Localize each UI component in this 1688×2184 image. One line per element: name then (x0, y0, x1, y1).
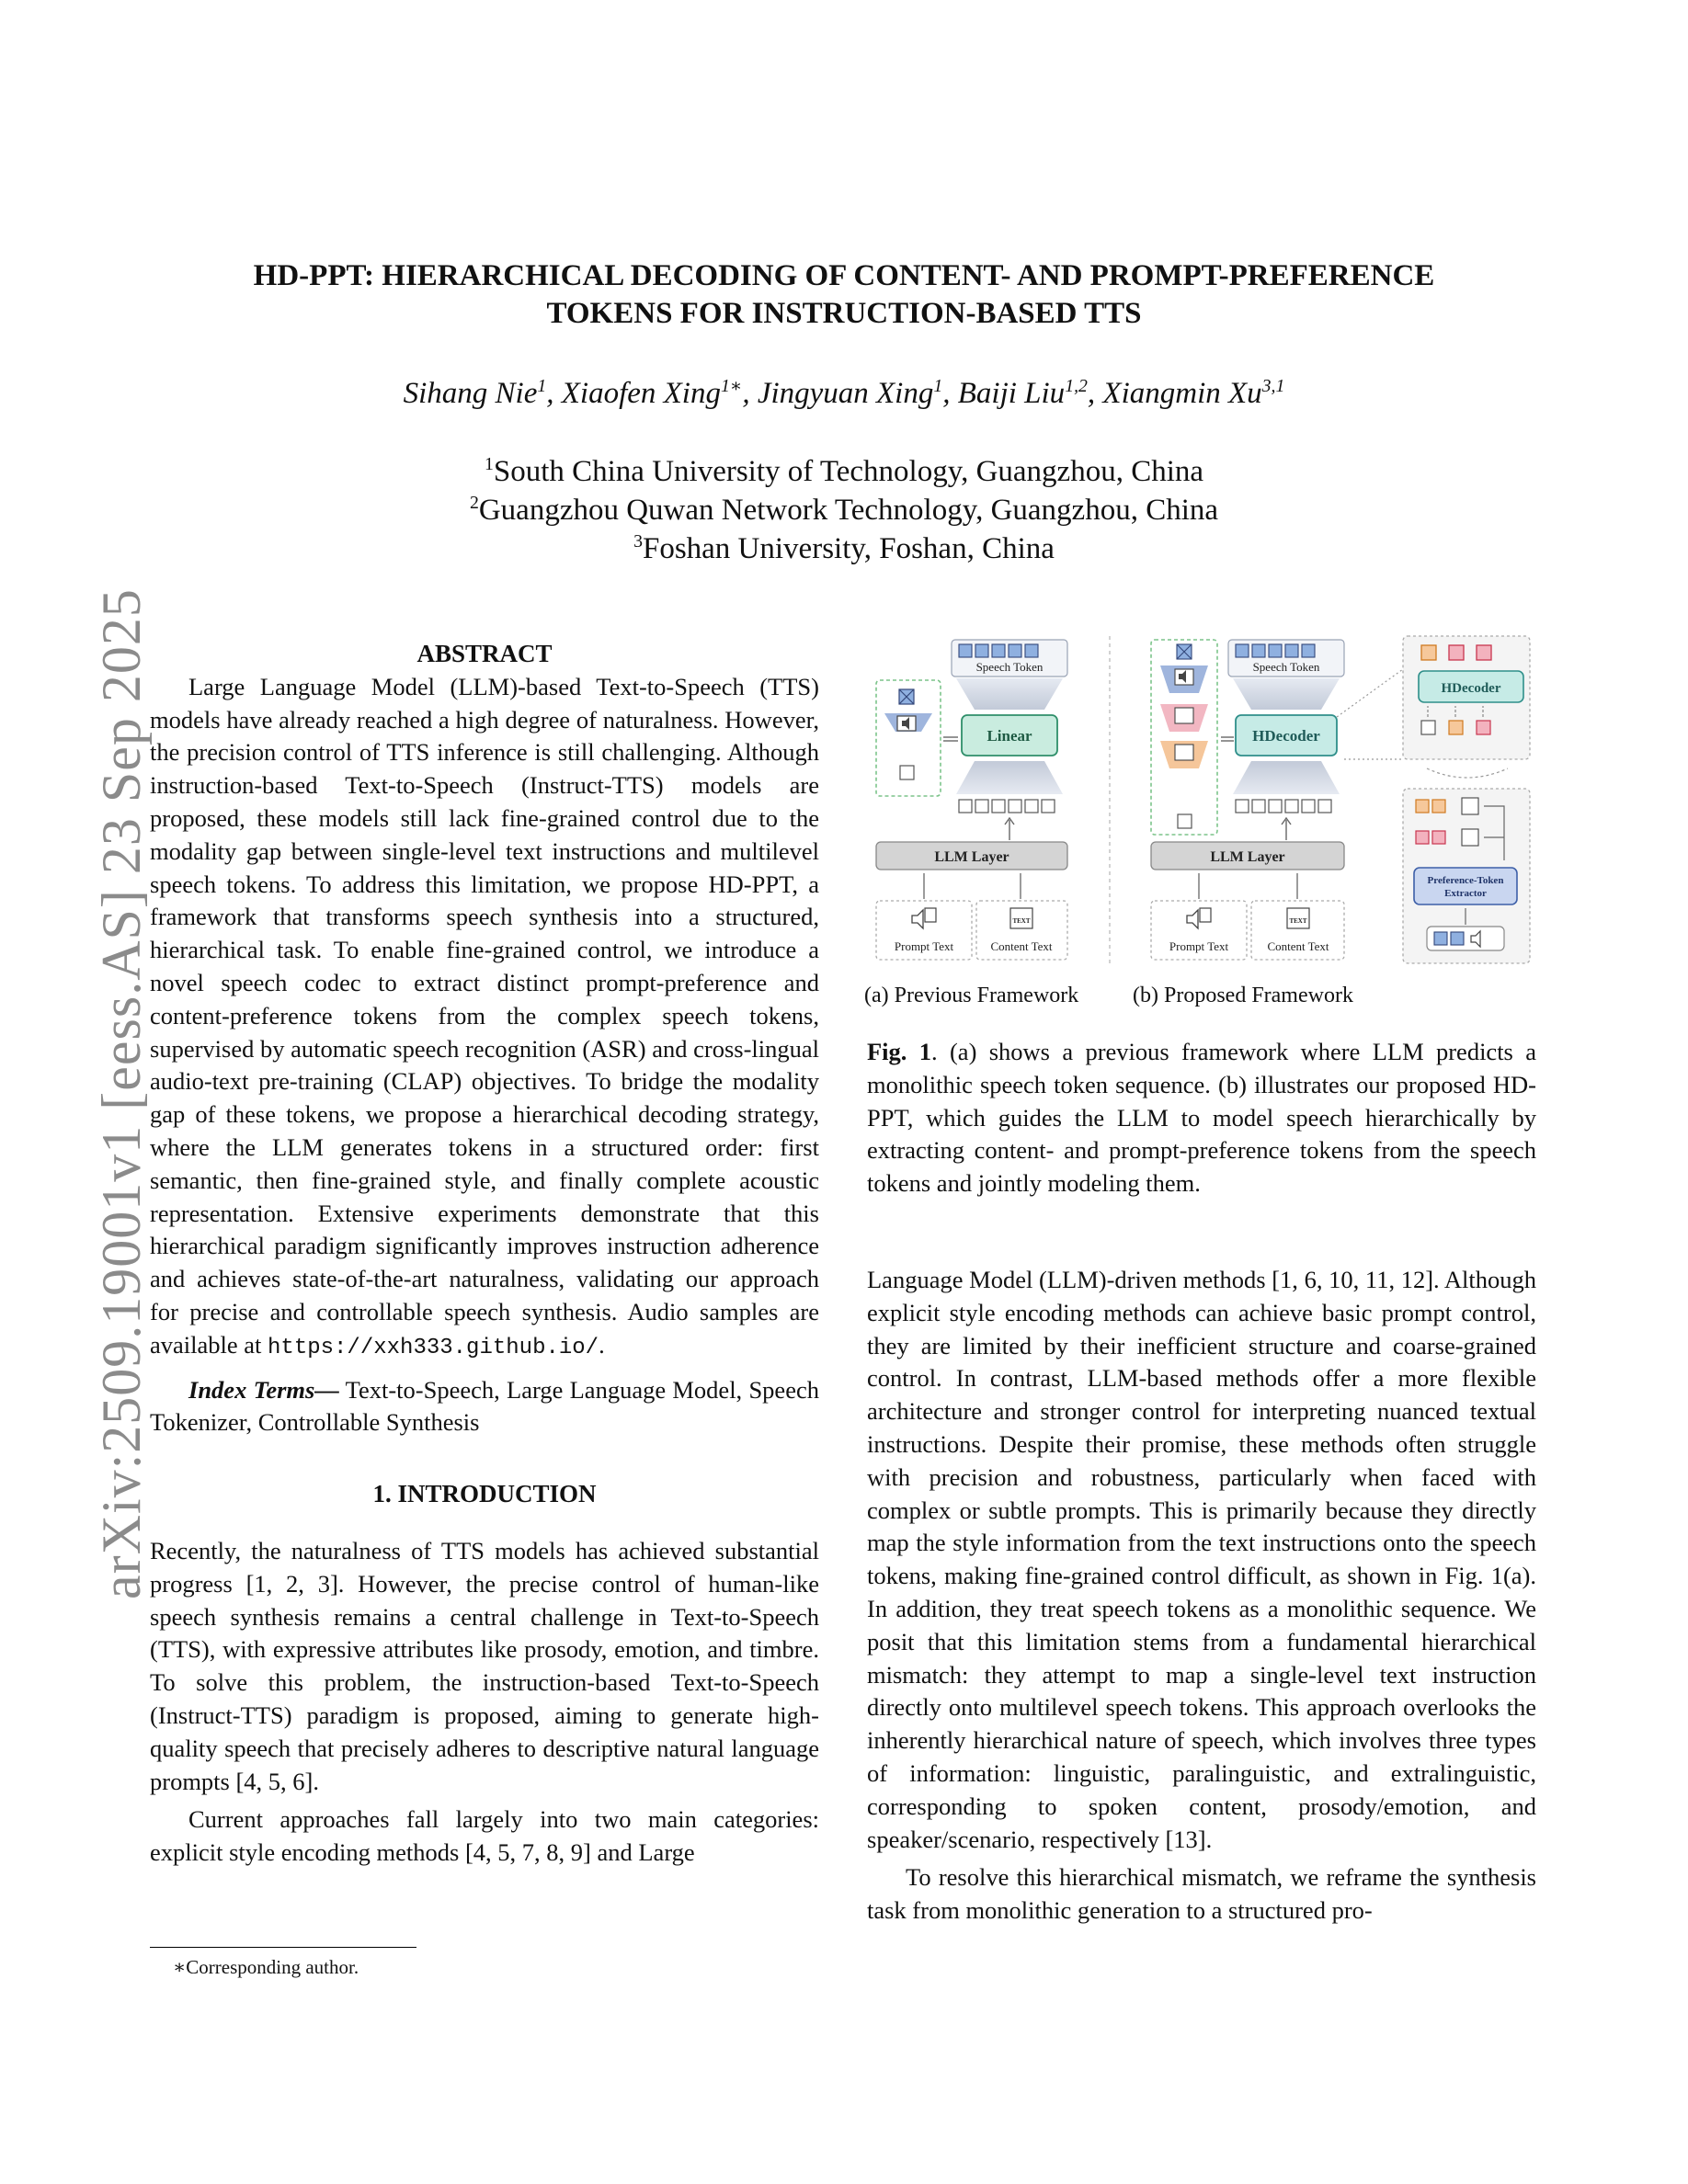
panel-a (876, 640, 1067, 960)
paper-title (147, 257, 1541, 333)
linear-label: Linear (987, 727, 1032, 745)
index-terms-label: Index Terms— (188, 1375, 339, 1404)
footnote: ∗Corresponding author. (173, 1956, 359, 1978)
arxiv-stamp: arXiv:2509.19001v1 [eess.AS] 23 Sep 2025 (91, 588, 152, 1599)
index-terms: Index Terms— Text-to-Speech, Large Language Model, Speech Tokenizer, Controllable Synthesis (150, 1375, 819, 1437)
affiliation: $^3$Foshan University, Foshan, China (633, 531, 1055, 565)
author: Xiaofen Xing$^{1∗}$ (561, 376, 743, 410)
svg-text:TEXT: TEXT (1012, 917, 1031, 925)
content-text-label: Content Text (990, 939, 1053, 953)
author-list: Sihang Nie$^1$, Xiaofen Xing$^{1∗}$, Jingyuan Xing$^1$, Baiji Liu$^{1,2}$, Xiangmin Xu$^{3,1}$ (403, 376, 1285, 410)
figure-1 (864, 632, 1539, 1018)
figure-caption: Fig. 1. (a) shows a previous framework where LLM predicts a monolithic speech token sequence. (b) illustrates our proposed HD-PPT, which guides the LLM to model speech hierarchically by extracting content- and prompt-preference tokens from the speech tokens and jointly modeling them. (867, 1038, 1536, 1198)
affiliation: $^1$South China University of Technology, Guangzhou, China (484, 454, 1204, 488)
hdecoder-label: HDecoder (1252, 727, 1320, 745)
svg-text:LLM Layer: LLM Layer (1210, 849, 1285, 865)
author: Xiangmin Xu$^{3,1}$ (1102, 376, 1285, 410)
right-paragraph-1: Language Model (LLM)-driven methods [1, 6, 10, 11, 12]. Although explicit style encoding methods can achieve basic prompt control, they are limited by their inefficient structure and coarse-grained control. In contrast, LLM-based methods offer a more flexible architecture and stronger control for interpreting nuanced textual instructions. Despite their promise, these methods often struggle with precision and robustness, particularly when faced with complex or subtle prompts. This is primarily because they directly map the style information from the text instructions onto the speech tokens, making fine-grained control difficult, as shown in Fig. 1(a). In addition, they treat speech tokens as a monolithic sequence. We posit that this limitation stems from a fundamental hierarchical mismatch: they attempt to map a single-level text instruction directly onto multilevel speech tokens. This approach overlooks the inherently hierarchical nature of speech, which involves three types of information: linguistic, paralinguistic, and extralinguistic, corresponding to spoken content, prosody/emotion, and speaker/scenario, respectively [13]. (867, 1266, 1536, 1853)
affiliation: $^2$Guangzhou Quwan Network Technology, Guangzhou, China (469, 493, 1219, 527)
figure-caption-label: Fig. 1 (867, 1038, 932, 1065)
preference-token-extractor (1414, 868, 1517, 904)
svg-text:Preference-Token: Preference-Token (1427, 875, 1504, 886)
right-paragraph-2: To resolve this hierarchical mismatch, we reframe the synthesis task from monolithic generation to a structured pro- (867, 1863, 1536, 1925)
footnote-rule (150, 1947, 416, 1948)
svg-text:TEXT: TEXT (1289, 917, 1307, 925)
title-line-1: HD-PPT: HIERARCHICAL DECODING OF CONTENT- AND PROMPT-PREFERENCE (253, 259, 1435, 292)
author: Baiji Liu$^{1,2}$ (957, 376, 1088, 410)
prompt-text-label: Prompt Text (894, 939, 954, 953)
svg-text:Extractor: Extractor (1444, 888, 1487, 899)
author: Jingyuan Xing$^1$ (757, 376, 943, 410)
intro-paragraph-2: Current approaches fall largely into two main categories: explicit style encoding methods [4, 5, 7, 8, 9] and Large (150, 1805, 819, 1867)
svg-text:Prompt Text: Prompt Text (1169, 939, 1229, 953)
left-column (150, 638, 819, 1870)
title-line-2: TOKENS FOR INSTRUCTION-BASED TTS (546, 297, 1142, 330)
affiliations (147, 452, 1541, 568)
svg-text:HDecoder: HDecoder (1441, 681, 1501, 696)
abstract-heading: ABSTRACT (416, 640, 553, 667)
subcaption-a: (a) Previous Framework (864, 984, 1079, 1007)
intro-paragraph-1: Recently, the naturalness of TTS models has achieved substantial progress [1, 2, 3]. However, the precise control of human-like speech synthesis remains a central challenge in Text-to-Speech (TTS), with expressive attributes like prosody, emotion, and timbre. To solve this problem, the instruction-based Text-to-Speech (Instruct-TTS) paradigm is proposed, aiming to generate high-quality speech that precisely adheres to descriptive natural language prompts [4, 5, 6]. (150, 1536, 819, 1795)
abstract-body: Large Language Model (LLM)-based Text-to-Speech (TTS) models have already reached a high degree of naturalness. However, the precision control of TTS inference is still challenging. Although instruction-based Text-to-Speech (Instruct-TTS) models are proposed, these models still lack fine-grained control due to the modality gap between single-level text instructions and multilevel speech tokens. To address this limitation, we propose HD-PPT, a framework that transforms speech synthesis into a structured, hierarchical task. To enable fine-grained control, we introduce a novel speech codec to extract distinct prompt-preference and content-preference tokens from the complex speech tokens, supervised by automatic speech recognition (ASR) and cross-lingual audio-text pre-training (CLAP) objectives. To bridge the modality gap of these tokens, we propose a hierarchical decoding strategy, where the LLM generates tokens in a structured order: first semantic, then fine-grained style, and finally complete acoustic representation. Extensive experiments demonstrate that this hierarchical paradigm significantly improves instruction adherence and achieves state-of-the-art naturalness, validating our approach for precise and controllable speech synthesis. Audio samples are available at https://xxh333.github.io/. (150, 672, 819, 1360)
author: Sihang Nie$^1$ (403, 376, 547, 410)
speech-token-label: Speech Token (975, 660, 1044, 674)
right-column (867, 1264, 1536, 1928)
llm-layer-label: LLM Layer (934, 849, 1009, 865)
intro-heading: 1. INTRODUCTION (372, 1480, 597, 1508)
project-url-link[interactable]: https://xxh333.github.io/ (268, 1335, 599, 1360)
subcaption-b: (b) Proposed Framework (1133, 984, 1353, 1007)
panel-b (1151, 636, 1530, 963)
svg-text:Speech Token: Speech Token (1252, 660, 1320, 674)
svg-text:Content Text: Content Text (1267, 939, 1329, 953)
